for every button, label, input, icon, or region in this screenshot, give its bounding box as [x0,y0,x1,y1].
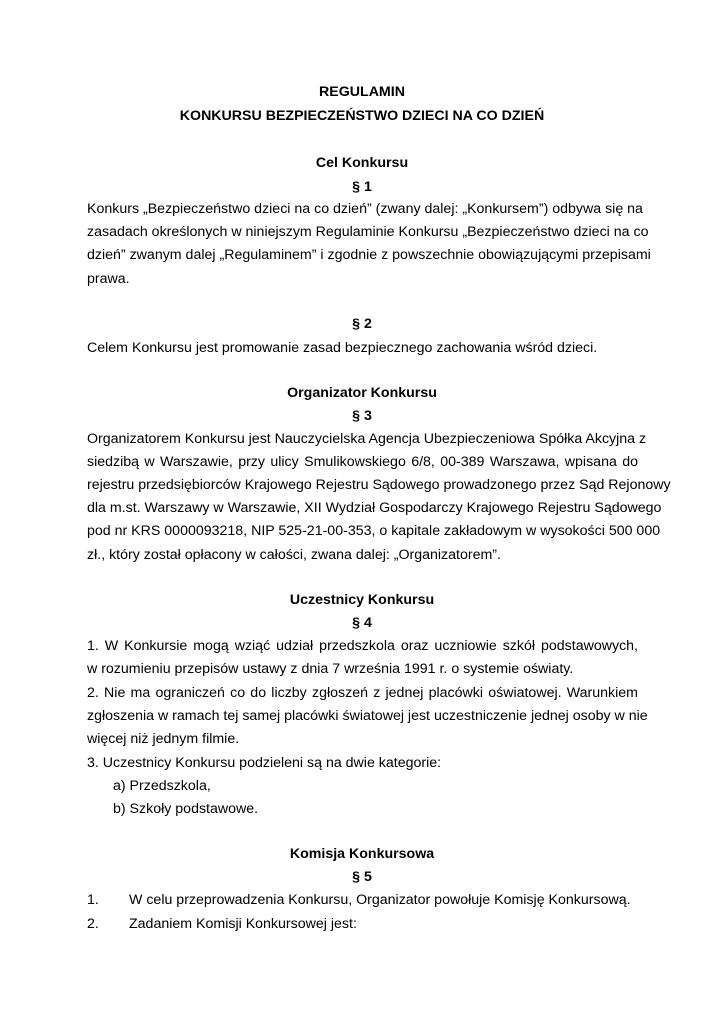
paragraph-mark-1: § 1 [352,179,372,195]
paragraph-mark-4: § 4 [352,615,372,631]
paragraph-3-line-2: siedzibą w Warszawie, przy ulicy Smulikowskiego 6/8, 00-389 Warszawa, wpisana do [87,454,638,470]
item-2-line-2: zgłoszenia w ramach tej samej placówki światowej jest uczestniczenie jednej osoby w nie [87,708,648,724]
komisja-item-2-text: Zadaniem Komisji Konkursowej jest: [129,916,357,932]
section-heading-komisja: Komisja Konkursowa [289,846,435,862]
paragraph-1-line-3: dzień” zwanym dalej „Regulaminem” i zgodnie z powszechnie obowiązującymi przepisami [87,247,651,263]
item-3b: b) Szkoły podstawowe. [113,801,259,817]
paragraph-2-text: Celem Konkursu jest promowanie zasad bezpiecznego zachowania wśród dzieci. [87,340,598,356]
item-3a: a) Przedszkola, [113,778,211,794]
document-subtitle: KONKURSU BEZPIECZEŃSTWO DZIECI NA CO DZIEŃ [179,108,545,124]
document-title: REGULAMIN [319,84,405,100]
paragraph-1-line-4: prawa. [87,271,130,287]
paragraph-1-line-2: zasadach określonych w niniejszym Regulaminie Konkursu „Bezpieczeństwo dzieci na co [87,224,649,240]
item-3: 3. Uczestnicy Konkursu podzieleni są na dwie kategorie: [87,755,442,771]
paragraph-3-line-1: Organizatorem Konkursu jest Nauczycielska Agencja Ubezpieczeniowa Spółka Akcyjna z [87,431,647,447]
paragraph-3-line-5: pod nr KRS 0000093218, NIP 525-21-00-353, o kapitale zakładowym w wysokości 500 000 [87,523,661,539]
komisja-item-1-number: 1. [87,892,99,908]
section-heading-organizator: Organizator Konkursu [287,385,437,401]
komisja-item-1-text: W celu przeprowadzenia Konkursu, Organizator powołuje Komisję Konkursową. [129,892,631,908]
paragraph-mark-2: § 2 [352,316,372,332]
paragraph-mark-3: § 3 [352,408,372,424]
item-2-line-3: więcej niż jednym filmie. [87,731,240,747]
item-2-line-1: 2. Nie ma ograniczeń co do liczby zgłoszeń z jednej placówki oświatowej. Warunkiem [87,685,638,701]
paragraph-3-line-3: rejestru przedsiębiorców Krajowego Rejestru Sądowego prowadzonego przez Sąd Rejonowy [87,477,671,493]
paragraph-mark-5: § 5 [352,869,372,885]
section-heading-cel: Cel Konkursu [315,155,409,171]
paragraph-3-line-6: zł., który został opłacony w całości, zwana dalej: „Organizatorem”. [87,547,501,563]
item-1-line-2: w rozumieniu przepisów ustawy z dnia 7 września 1991 r. o systemie oświaty. [87,661,574,677]
paragraph-1-line-1: Konkurs „Bezpieczeństwo dzieci na co dzień” (zwany dalej: „Konkursem”) odbywa się na [87,201,643,217]
section-heading-uczestnicy: Uczestnicy Konkursu [289,592,435,608]
item-1-line-1: 1. W Konkursie mogą wziąć udział przedszkola oraz uczniowie szkół podstawowych, [87,638,638,654]
paragraph-3-line-4: dla m.st. Warszawy w Warszawie, XII Wydział Gospodarczy Krajowego Rejestru Sądowego [87,500,662,516]
komisja-item-2-number: 2. [87,916,99,932]
